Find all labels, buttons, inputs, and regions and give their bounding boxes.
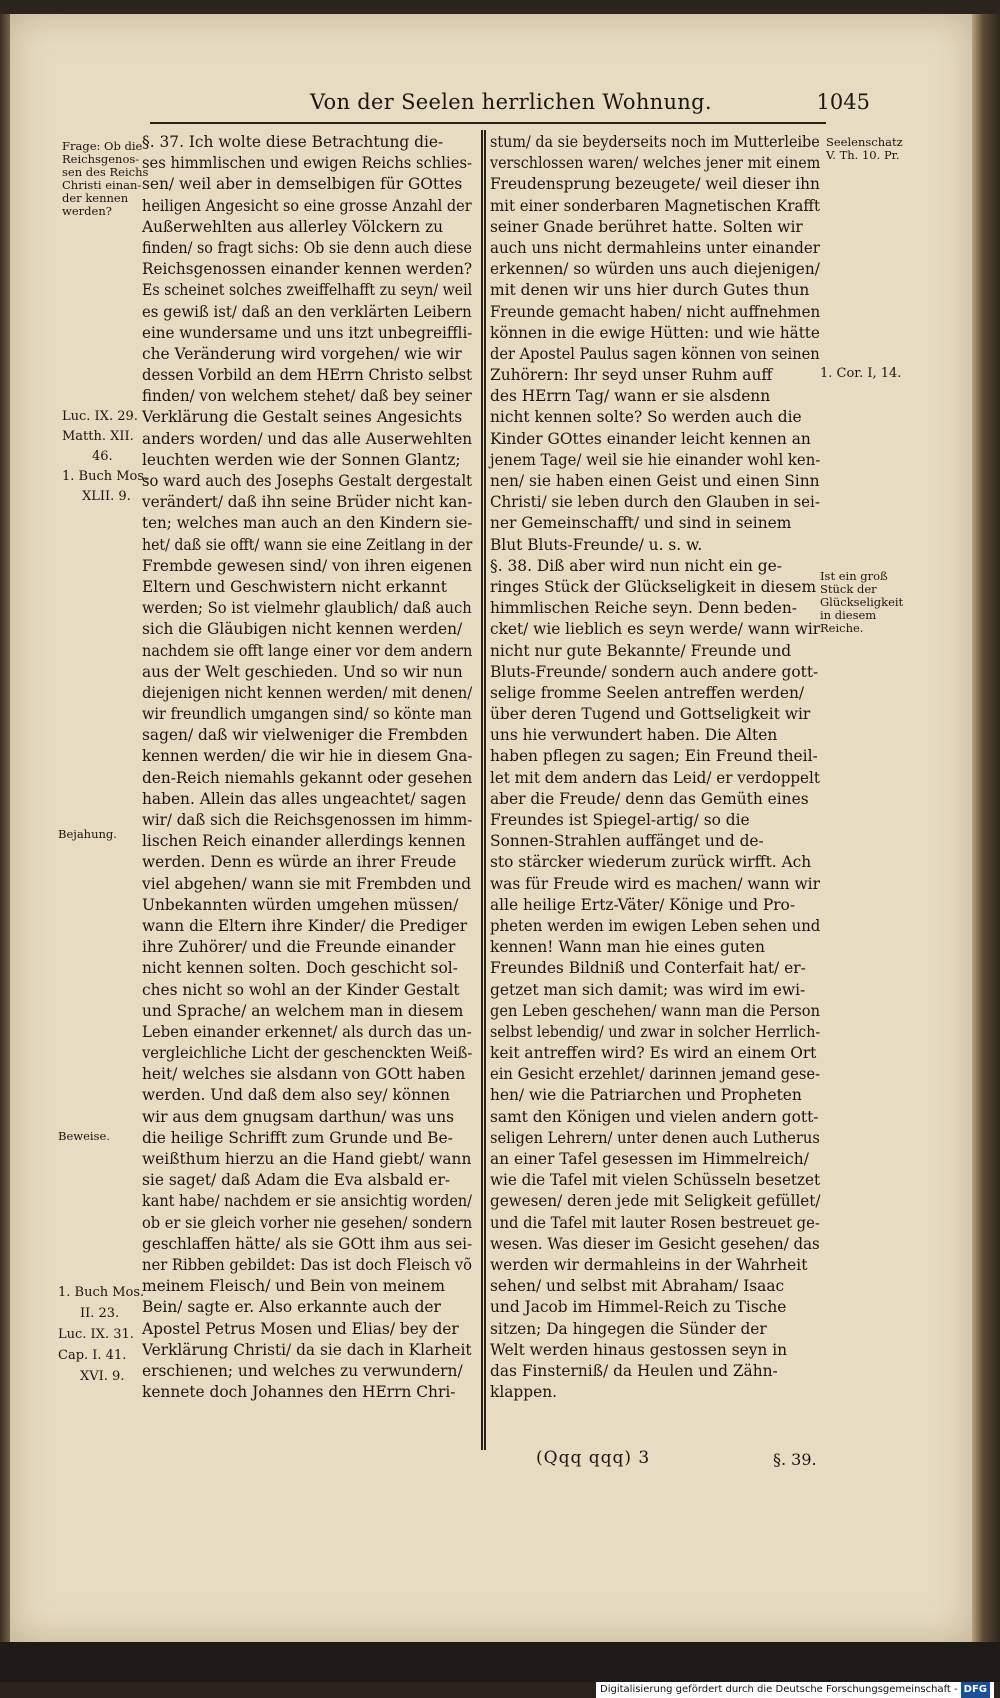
text-line: ringes Stück der Glückseligkeit in diesem <box>490 577 817 596</box>
text-line: Bein/ sagte er. Also erkannte auch der <box>142 1298 441 1317</box>
text-line: haben. Allein das alles ungeachtet/ sagen <box>142 789 467 808</box>
text-line: kant habe/ nachdem er sie ansichtig worden/ <box>142 1192 473 1211</box>
text-line: mit denen wir uns hier durch Gutes thun <box>490 281 810 300</box>
text-line: wesen. Was dieser im Gesicht gesehen/ das <box>490 1234 820 1253</box>
left-text-column <box>142 132 472 1403</box>
margin-note-line: Luc. IX. 29. <box>62 409 138 424</box>
margin-note-line: Bejahung. <box>58 827 117 841</box>
text-line: cket/ wie lieblich es seyn werde/ wann wir <box>490 620 821 639</box>
text-line: wir freundlich umgangen sind/ so könte man <box>142 705 472 724</box>
margin-note-line: in diesem <box>820 608 877 622</box>
margin-note-line: V. Th. 10. Pr. <box>826 148 900 162</box>
text-line: an einer Tafel gesessen im Himmelreich/ <box>490 1150 809 1168</box>
page-stack-edge <box>972 14 1000 1642</box>
text-line: vergleichliche Licht der geschenckten Weiß- <box>142 1044 473 1063</box>
text-line: seligen Lehrern/ unter denen auch Lutherus <box>490 1128 820 1147</box>
margin-note-affirmation <box>58 828 117 841</box>
text-line: sie saget/ daß Adam die Eva alsbald er- <box>142 1171 451 1190</box>
text-line: ses himmlischen und ewigen Reichs schlies- <box>142 154 472 173</box>
text-line: Bluts-Freunde/ sondern auch andere gott- <box>490 662 819 681</box>
text-line: hen/ wie die Patriarchen und Propheten <box>490 1086 802 1105</box>
text-line: uns hie verwundert haben. Die Alten <box>490 726 778 745</box>
text-line: kennen werden/ die wir hie in diesem Gna- <box>142 747 473 766</box>
margin-note-seelenschatz <box>826 136 903 162</box>
margin-note-line: 1. Buch Mos. <box>62 469 149 484</box>
margin-note-references-1 <box>62 407 148 507</box>
dfg-logo: DFG <box>961 1682 990 1698</box>
text-line: werden. Und daß dem also sey/ können <box>142 1086 450 1105</box>
signature-mark: (Qqq qqq) 3 <box>536 1448 651 1468</box>
text-line: haben pflegen zu sagen; Ein Freund theil- <box>490 747 818 766</box>
margin-note-line: Reiche. <box>820 621 864 635</box>
text-line: getzet man sich damit; was wird im ewi- <box>490 980 806 999</box>
text-line: sitzen; Da hingegen die Sünder der <box>490 1319 767 1338</box>
text-line: können in die ewige Hütten: und wie hätte <box>490 323 820 342</box>
text-line: sto stärcker wiederum zurück wirfft. Ach <box>490 853 812 872</box>
text-line: stum/ da sie beyderseits noch im Mutterleibe <box>490 133 820 151</box>
margin-note-line: XLII. 9. <box>82 489 131 504</box>
text-line: dessen Vorbild an dem HErrn Christo selbst <box>142 366 473 385</box>
margin-note-line: sen des Reichs <box>62 165 149 179</box>
text-line: so ward auch des Josephs Gestalt dergestalt <box>142 472 473 490</box>
text-line: ein Gesicht erzehlet/ darinnen jemand gese- <box>490 1065 821 1084</box>
text-line: selbst lebendig/ und zwar in solcher Herrlich- <box>490 1022 821 1041</box>
text-line: heit/ welches sie alsdann von GOtt haben <box>142 1065 466 1084</box>
text-line: Verklärung Christi/ da sie dach in Klarheit <box>142 1340 472 1359</box>
text-line: auch uns nicht dermahleins unter einander <box>490 238 820 257</box>
text-line: Freundes ist Spiegel-artig/ so die <box>490 811 750 829</box>
text-line: des HErrn Tag/ wann er sie alsdenn <box>490 387 771 406</box>
margin-note-line: werden? <box>62 204 112 218</box>
text-line: mit einer sonderbaren Magnetischen Krafft <box>490 196 820 215</box>
text-line: lischen Reich einander allerdings kennen <box>142 832 466 851</box>
text-line: sich die Gläubigen nicht kennen werden/ <box>142 620 463 639</box>
text-line: kennete doch Johannes den HErrn Chri- <box>142 1383 456 1402</box>
text-line: werden. Denn es würde an ihrer Freude <box>142 853 457 872</box>
digitization-credit <box>596 1682 994 1698</box>
header-rule <box>150 122 826 124</box>
margin-note-line: XVI. 9. <box>80 1369 125 1384</box>
text-line: jenem Tage/ weil sie hie einander wohl ken- <box>490 450 821 469</box>
text-line: Welt werden hinaus gestossen seyn in <box>490 1340 788 1359</box>
text-line: der Apostel Paulus sagen können von seinen <box>490 344 820 363</box>
scan-background-strip <box>0 1642 1000 1682</box>
text-line: werden wir dermahleins in der Wahrheit <box>490 1255 808 1274</box>
text-line: nachdem sie offt lange einer vor dem andern <box>142 641 473 660</box>
text-line: erschienen; und welches zu verwundern/ <box>142 1361 463 1380</box>
text-line: ob er sie gleich vorher nie gesehen/ sondern <box>142 1213 473 1232</box>
text-line: die heilige Schrifft zum Grunde und Be- <box>142 1128 453 1147</box>
text-line: geschlaffen hätte/ als sie GOtt ihm aus sei- <box>142 1234 473 1253</box>
text-line: ten; welches man auch an den Kindern sie- <box>142 514 473 533</box>
text-line: weißthum hierzu an die Hand giebt/ wann <box>142 1150 472 1168</box>
text-line: diejenigen nicht kennen werden/ mit denen/ <box>142 683 473 702</box>
text-line: Kinder GOttes einander leicht kennen an <box>490 429 811 448</box>
text-line: wie die Tafel mit vielen Schüsseln besetzet <box>490 1171 821 1190</box>
text-line: Christi/ sie leben durch den Glauben in sei- <box>490 493 820 512</box>
margin-note-line: Stück der <box>820 582 877 596</box>
text-line: wann die Eltern ihre Kinder/ die Prediger <box>142 916 468 935</box>
column-divider-left <box>481 130 483 1450</box>
text-line: het/ daß sie offt/ wann sie eine Zeitlang in der <box>142 535 473 554</box>
text-line: und Sprache/ an welchem man in diesem <box>142 1001 464 1020</box>
text-line: verschlossen waren/ welches jener mit einem <box>490 154 821 173</box>
text-line: §. 37. Ich wolte diese Betrachtung die- <box>142 133 444 151</box>
text-line: Freunde gemacht haben/ nicht auffnehmen <box>490 302 821 321</box>
text-line: wir/ daß sich die Reichsgenossen im himm- <box>142 811 473 829</box>
margin-note-line: 46. <box>92 449 113 464</box>
text-line: ches nicht so wohl an der Kinder Gestalt <box>142 980 460 999</box>
margin-note-happiness <box>820 570 903 635</box>
text-line: Apostel Petrus Mosen und Elias/ bey der <box>142 1319 459 1338</box>
text-line: Freudensprung bezeugete/ weil dieser ihn <box>490 175 820 194</box>
text-line: werden; So ist vielmehr glaublich/ daß auch <box>142 599 472 618</box>
text-line: nicht nur gute Bekannte/ Freunde und <box>490 641 792 660</box>
text-line: über deren Tugend und Gottseligkeit wir <box>490 705 811 724</box>
text-line: selige fromme Seelen antreffen werden/ <box>490 683 805 702</box>
text-line: Außerwehlten aus allerley Völckern zu <box>142 217 444 236</box>
text-line: alle heilige Ertz-Väter/ Könige und Pro- <box>490 895 796 914</box>
text-line: Blut Bluts-Freunde/ u. s. w. <box>490 535 703 554</box>
text-line: es gewiß ist/ daß an den verklärten Leibern <box>142 302 472 321</box>
margin-note-line: Frage: Ob die <box>62 139 143 153</box>
text-line: aber die Freude/ denn das Gemüth eines <box>490 789 809 808</box>
text-line: Es scheinet solches zweiffelhafft zu seyn/ weil <box>142 281 473 300</box>
text-line: Verklärung die Gestalt seines Angesichts <box>142 408 463 427</box>
catchword: §. 39. <box>773 1450 817 1469</box>
text-line: Unbekannten würden umgehen müssen/ <box>142 895 459 914</box>
text-line: Freundes Bildniß und Conterfait hat/ er- <box>490 959 806 978</box>
text-line: gewesen/ deren jede mit Seligkeit gefüllet/ <box>490 1192 821 1211</box>
text-line: eine wundersame und uns itzt unbegreiffli- <box>142 323 473 342</box>
text-line: erkennen/ so würden uns auch diejenigen/ <box>490 260 820 279</box>
text-line: nicht kennen solten. Doch geschicht sol- <box>142 959 458 978</box>
page-number: 1045 <box>816 90 870 114</box>
margin-note-line: Christi einan- <box>62 178 142 192</box>
text-line: ner Gemeinschafft/ und sind in seinem <box>490 514 792 533</box>
text-line: klappen. <box>490 1383 558 1402</box>
right-text-column <box>490 132 820 1403</box>
margin-note-line: Beweise. <box>58 1129 110 1143</box>
margin-note-line: Matth. XII. <box>62 429 134 444</box>
text-line: meinem Fleisch/ und Bein von meinem <box>142 1277 445 1296</box>
margin-note-line: Luc. IX. 31. <box>58 1327 134 1342</box>
text-line: Eltern und Geschwistern nicht erkannt <box>142 577 447 596</box>
text-line: pheten werden im ewigen Leben sehen und <box>490 916 821 935</box>
text-line: wir aus dem gnugsam darthun/ was uns <box>142 1107 455 1126</box>
margin-note-corinthians <box>820 367 901 380</box>
text-line: den-Reich niemahls gekannt oder gesehen <box>142 768 473 787</box>
text-line: aus der Welt geschieden. Und so wir nun <box>142 662 463 681</box>
text-line: und Jacob im Himmel-Reich zu Tische <box>490 1298 787 1317</box>
margin-note-question <box>62 140 148 218</box>
text-line: finden/ von welchem stehet/ daß bey seiner <box>142 387 472 406</box>
text-line: ner Ribben gebildet: Das ist doch Fleisch võ <box>142 1255 472 1274</box>
text-line: kennen! Wann man hie eines guten <box>490 938 765 957</box>
text-line: Leben einander erkennet/ als durch das un- <box>142 1022 472 1041</box>
text-line: keit antreffen wird? Es wird an einem Ort <box>490 1044 817 1063</box>
text-line: Zuhörern: Ihr seyd unser Ruhm auff <box>490 366 773 385</box>
text-line: Reichsgenossen einander kennen werden? <box>142 260 473 279</box>
column-divider-right <box>484 130 486 1450</box>
margin-note-line: 1. Cor. I, 14. <box>820 366 902 381</box>
text-line: che Veränderung wird vorgehen/ wie wir <box>142 344 462 363</box>
text-line: ihre Zuhörer/ und die Freunde einander <box>142 938 456 957</box>
margin-note-proofs <box>58 1130 110 1143</box>
text-line: gen Leben geschehen/ wann man die Person <box>490 1001 820 1020</box>
text-line: seiner Gnade berühret hatte. Solten wir <box>490 217 803 236</box>
margin-note-line: Reichsgenos- <box>62 152 140 166</box>
running-title: Von der Seelen herrlichen Wohnung. <box>310 90 712 114</box>
margin-note-line: Ist ein groß <box>820 569 888 583</box>
text-line: samt den Königen und vielen andern gott- <box>490 1107 819 1126</box>
text-line: und die Tafel mit lauter Rosen bestreuet ge- <box>490 1213 820 1232</box>
text-line: Sonnen-Strahlen auffänget und de- <box>490 832 764 851</box>
text-line: verändert/ daß ihn seine Brüder nicht kan- <box>142 493 473 512</box>
text-line: leuchten werden wie der Sonnen Glantz; <box>142 450 461 469</box>
text-line: sehen/ und selbst mit Abraham/ Isaac <box>490 1277 785 1296</box>
margin-note-line: Cap. I. 41. <box>58 1348 127 1363</box>
margin-note-references-2 <box>58 1282 144 1387</box>
text-line: himmlischen Reiche seyn. Denn beden- <box>490 599 797 618</box>
text-line: heiligen Angesicht so eine grosse Anzahl der <box>142 196 472 215</box>
text-line: sen/ weil aber in demselbigen für GOttes <box>142 175 463 194</box>
margin-note-line: der kennen <box>62 191 129 205</box>
text-line: was für Freude wird es machen/ wann wir <box>490 874 820 893</box>
text-line: Frembde gewesen sind/ von ihren eigenen <box>142 556 472 575</box>
text-line: viel abgehen/ wann sie mit Frembden und <box>142 874 472 893</box>
text-line: let mit dem andern das Leid/ er verdoppelt <box>490 768 820 787</box>
text-line: finden/ so fragt sichs: Ob sie denn auch diese <box>142 238 472 257</box>
credit-text: Digitalisierung gefördert durch die Deutsche Forschungsgemeinschaft - <box>600 1684 958 1695</box>
margin-note-line: 1. Buch Mos. <box>58 1285 145 1300</box>
margin-note-line: Seelenschatz <box>826 135 903 149</box>
text-line: sagen/ daß wir vielweniger die Frembden <box>142 726 468 745</box>
margin-note-line: Glückseligkeit <box>820 595 904 609</box>
text-line: nen/ sie haben einen Geist und einen Sinn <box>490 472 820 490</box>
text-line: nicht kennen solte? So werden auch die <box>490 408 802 427</box>
running-header <box>310 86 870 122</box>
text-line: §. 38. Diß aber wird nun nicht ein ge- <box>490 556 782 575</box>
text-line: das Finsterniß/ da Heulen und Zähn- <box>490 1361 778 1380</box>
margin-note-line: II. 23. <box>80 1306 120 1321</box>
text-line: anders worden/ und das alle Auserwehlten <box>142 429 473 448</box>
